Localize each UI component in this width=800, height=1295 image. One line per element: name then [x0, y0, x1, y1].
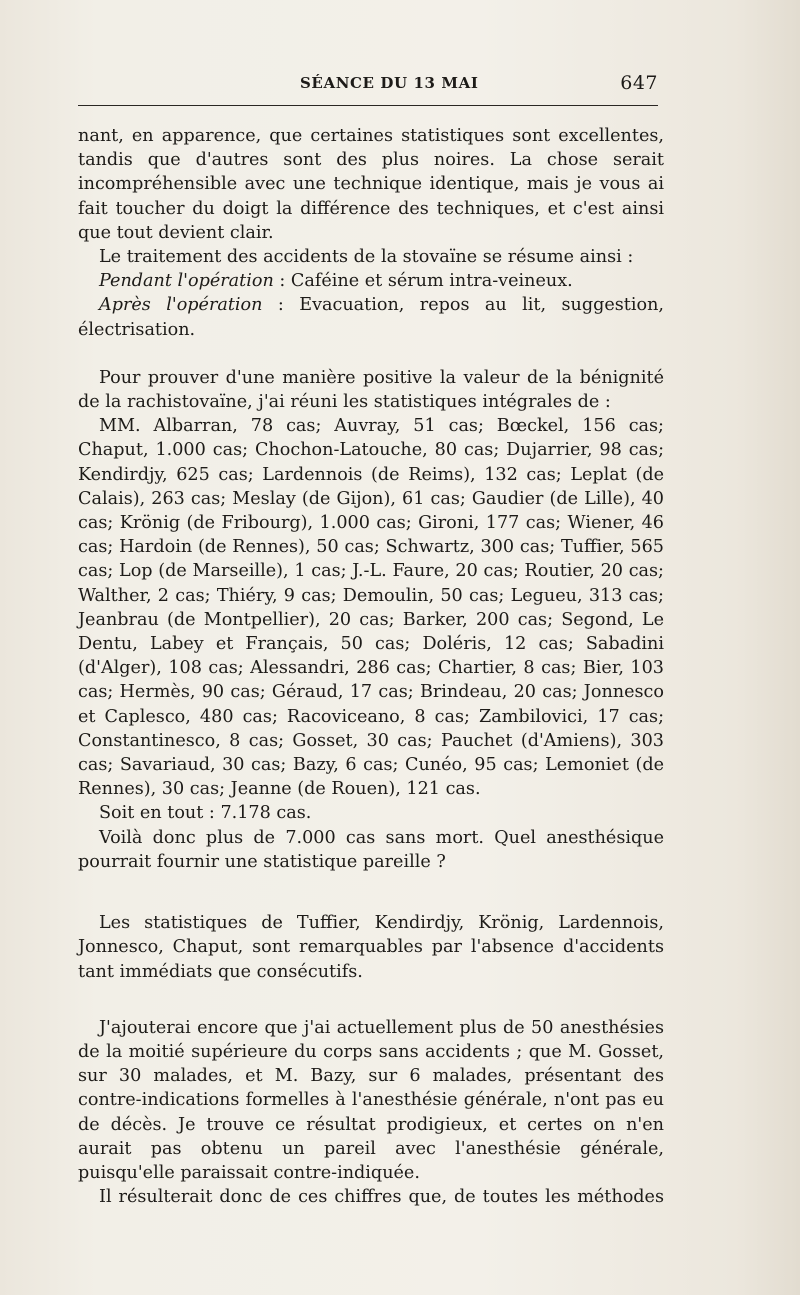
body-text — [78, 124, 664, 1209]
paragraph-conclusion: Voilà donc plus de 7.000 cas sans mort. Quel anesthésique pourrait fournir une statistique pareille ? — [78, 827, 664, 872]
paragraph-gap — [78, 874, 664, 911]
paragraph-treatment: Le traitement des accidents de la stovaïne se résume ainsi : — [99, 247, 634, 268]
page-header — [78, 74, 658, 98]
paragraph-during-operation — [78, 269, 664, 293]
paragraph-after-operation — [78, 293, 664, 341]
paragraph-statistics-intro: Pour prouver d'une manière positive la valeur de la bénignité de la rachistovaïne, j'ai réuni les statistiques intégrales de : — [78, 367, 664, 413]
text-after-operation: : Evacuation, repos au lit, suggestion, électrisation. — [78, 295, 664, 340]
running-title: SÉANCE DU 13 MAI — [300, 74, 479, 92]
paragraph-total: Soit en tout : 7.178 cas. — [99, 803, 312, 824]
header-rule — [78, 105, 658, 106]
paragraph-statistics-list: MM. Albarran, 78 cas; Auvray, 51 cas; Bœckel, 156 cas; Chaput, 1.000 cas; Chochon-Latouche, 80 cas; Dujarrier, 98 cas; Kendirdjy, 625 cas; Lardennois (de Reims), 132 cas; Leplat (de Calais), 263 cas; Meslay (de Gijon), 61 cas; Gaudier (de Lille), 40 cas; Krönig (de Fribourg), 1.000 cas; Gironi, 177 cas; Wiener, 46 cas; Hardoin (de Rennes), 50 cas; Schwartz, 300 cas; Tuffier, 565 cas; Lop (de Marseille), 1 cas; J.-L. Faure, 20 cas; Routier, 20 cas; Walther, 2 cas; Thiéry, 9 cas; Demoulin, 50 cas; Legueu, 313 cas; Jeanbrau (de Montpellier), 20 cas; Barker, 200 cas; Segond, Le Dentu, Labey et Français, 50 cas; Doléris, 12 cas; Sabadini (d'Alger), 108 cas; Alessandri, 286 cas; Chartier, 8 cas; Bier, 103 cas; Hermès, 90 cas; Géraud, 17 cas; Brindeau, 20 cas; Jonnesco et Caplesco, 480 cas; Racoviceano, 8 cas; Zambilovici, 17 cas; Constantinesco, 8 cas; Gosset, 30 cas; Pauchet (d'Amiens), 303 cas; Savariaud, 30 cas; Bazy, 6 cas; Cunéo, 95 cas; Lemoniet (de Rennes), 30 cas; Jeanne (de Rouen), 121 cas. — [78, 416, 664, 800]
paragraph-additional: J'ajouterai encore que j'ai actuellement plus de 50 anesthésies de la moitié supérieure du corps sans accidents ; que M. Gosset, sur 30 malades, et M. Bazy, sur 6 malades, présentant des contre-indications formelles à l'anesthésie générale, n'ont pas eu de décès. Je trouve ce résultat prodigieux, et certes on n'en aurait pas obtenu un pareil avec l'anesthésie générale, puisqu'elle paraissait contre-indiquée. — [78, 1017, 664, 1183]
paragraph-continuation: nant, en apparence, que certaines statistiques sont excellentes, tandis que d'autres sont des plus noires. La chose serait incompréhensible avec une technique identique, mais je vous ai fait toucher du doigt la différence des techniques, et c'est ainsi que tout devient clair. — [78, 126, 664, 243]
label-after-operation: Après l'opération — [99, 295, 263, 316]
paragraph-gap — [78, 984, 664, 1016]
text-during-operation: : Caféine et sérum intra-veineux. — [273, 271, 573, 292]
paragraph-gap — [78, 342, 664, 366]
paragraph-remarkable: Les statistiques de Tuffier, Kendirdjy, Krönig, Lardennois, Jonnesco, Chaput, sont remarquables par l'absence d'accidents tant immédiats que consécutifs. — [78, 913, 664, 982]
paragraph-final: Il résulterait donc de ces chiffres que, de toutes les méthodes — [99, 1187, 664, 1208]
page-number: 647 — [620, 72, 658, 94]
label-during-operation: Pendant l'opération — [99, 271, 274, 292]
